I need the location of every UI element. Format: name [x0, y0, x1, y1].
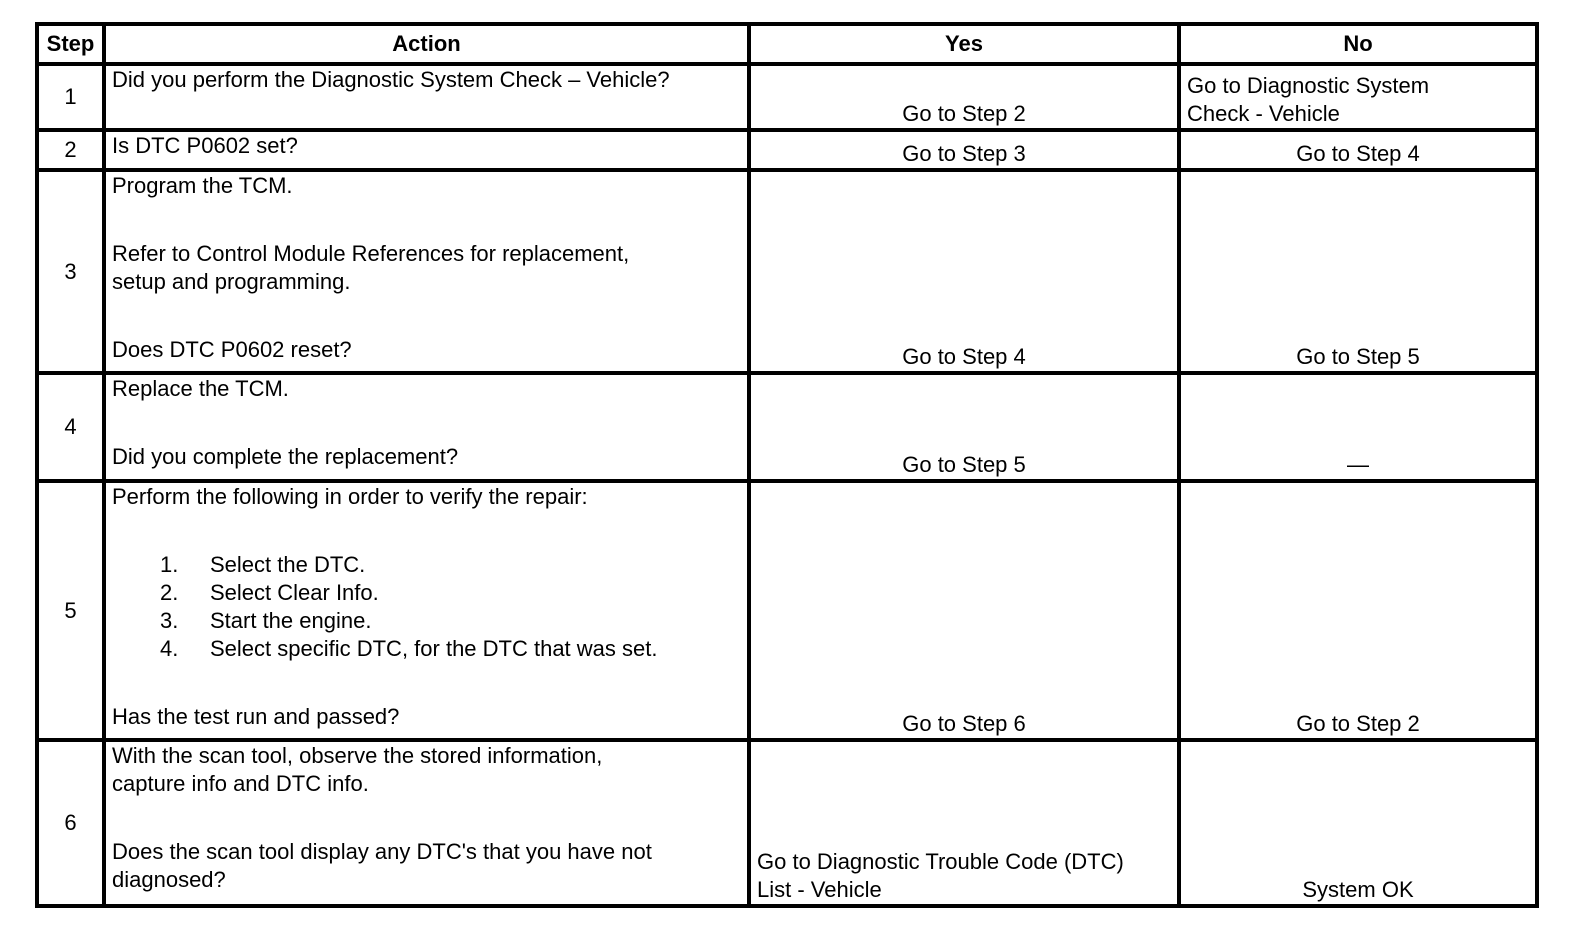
no-cell — [1179, 740, 1537, 906]
no-dash: — — [1347, 452, 1369, 477]
yes-link[interactable]: Go to Step 5 — [902, 452, 1026, 477]
action-text: Replace the TCM. — [112, 376, 289, 401]
list-item — [112, 579, 741, 607]
procedure-list — [112, 551, 741, 663]
no-link-line-2[interactable]: Check - Vehicle — [1187, 101, 1340, 126]
yes-link-line-2[interactable]: List - Vehicle — [757, 877, 882, 902]
action-cell — [104, 373, 749, 481]
step-number: 3 — [37, 170, 104, 373]
no-link[interactable]: Go to Step 5 — [1296, 344, 1420, 369]
yes-link[interactable]: Go to Step 6 — [902, 711, 1026, 736]
action-text: Did you perform the Diagnostic System Check – Vehicle? — [112, 67, 670, 92]
yes-link[interactable]: Go to Step 4 — [902, 344, 1026, 369]
step-number: 4 — [37, 373, 104, 481]
yes-link-line-1[interactable]: Go to Diagnostic Trouble Code (DTC) — [757, 849, 1124, 874]
list-number: 2. — [160, 580, 179, 605]
no-link[interactable]: Go to Step 2 — [1296, 711, 1420, 736]
action-cell — [104, 740, 749, 906]
column-header-action: Action — [104, 24, 749, 64]
no-link-line-1[interactable]: Go to Diagnostic System — [1187, 73, 1430, 98]
action-text: capture info and DTC info. — [112, 771, 369, 796]
column-header-yes: Yes — [749, 24, 1179, 64]
yes-cell — [749, 481, 1179, 740]
table-row — [37, 740, 1537, 906]
table-header-row — [37, 24, 1537, 64]
yes-link[interactable]: Go to Step 2 — [902, 101, 1026, 126]
action-cell — [104, 64, 749, 130]
diagnostic-table — [35, 22, 1539, 908]
action-text: Does the scan tool display any DTC's that you have not — [112, 839, 652, 864]
yes-cell — [749, 130, 1179, 170]
action-text: Program the TCM. — [112, 173, 293, 198]
no-cell — [1179, 481, 1537, 740]
list-text: Select specific DTC, for the DTC that was set. — [210, 636, 658, 661]
action-text: Did you complete the replacement? — [112, 444, 459, 469]
table-row — [37, 64, 1537, 130]
list-number: 3. — [160, 608, 179, 633]
no-result: System OK — [1302, 877, 1414, 902]
no-cell — [1179, 373, 1537, 481]
table-row — [37, 170, 1537, 373]
table-row — [37, 481, 1537, 740]
action-text: diagnosed? — [112, 867, 226, 892]
no-cell — [1179, 130, 1537, 170]
yes-cell — [749, 373, 1179, 481]
list-text: Start the engine. — [210, 608, 372, 633]
step-number: 1 — [37, 64, 104, 130]
table-row — [37, 130, 1537, 170]
step-number: 6 — [37, 740, 104, 906]
list-item — [112, 607, 741, 635]
yes-cell — [749, 740, 1179, 906]
step-number: 5 — [37, 481, 104, 740]
action-text: Has the test run and passed? — [112, 704, 400, 729]
yes-cell — [749, 170, 1179, 373]
list-item — [112, 635, 741, 663]
list-item — [112, 551, 741, 579]
no-cell — [1179, 170, 1537, 373]
column-header-step: Step — [37, 24, 104, 64]
column-header-no: No — [1179, 24, 1537, 64]
step-number: 2 — [37, 130, 104, 170]
list-text: Select the DTC. — [210, 552, 366, 577]
action-cell — [104, 130, 749, 170]
action-text: setup and programming. — [112, 269, 351, 294]
list-text: Select Clear Info. — [210, 580, 379, 605]
action-text: Does DTC P0602 reset? — [112, 337, 352, 362]
table-row — [37, 373, 1537, 481]
action-cell — [104, 170, 749, 373]
yes-link[interactable]: Go to Step 3 — [902, 141, 1026, 166]
yes-cell — [749, 64, 1179, 130]
no-cell — [1179, 64, 1537, 130]
action-text: Refer to Control Module References for replacement, — [112, 241, 630, 266]
list-number: 4. — [160, 636, 179, 661]
action-cell — [104, 481, 749, 740]
no-link[interactable]: Go to Step 4 — [1296, 141, 1420, 166]
action-text: Perform the following in order to verify the repair: — [112, 484, 588, 509]
action-text: With the scan tool, observe the stored information, — [112, 743, 603, 768]
action-text: Is DTC P0602 set? — [112, 133, 298, 158]
list-number: 1. — [160, 552, 179, 577]
